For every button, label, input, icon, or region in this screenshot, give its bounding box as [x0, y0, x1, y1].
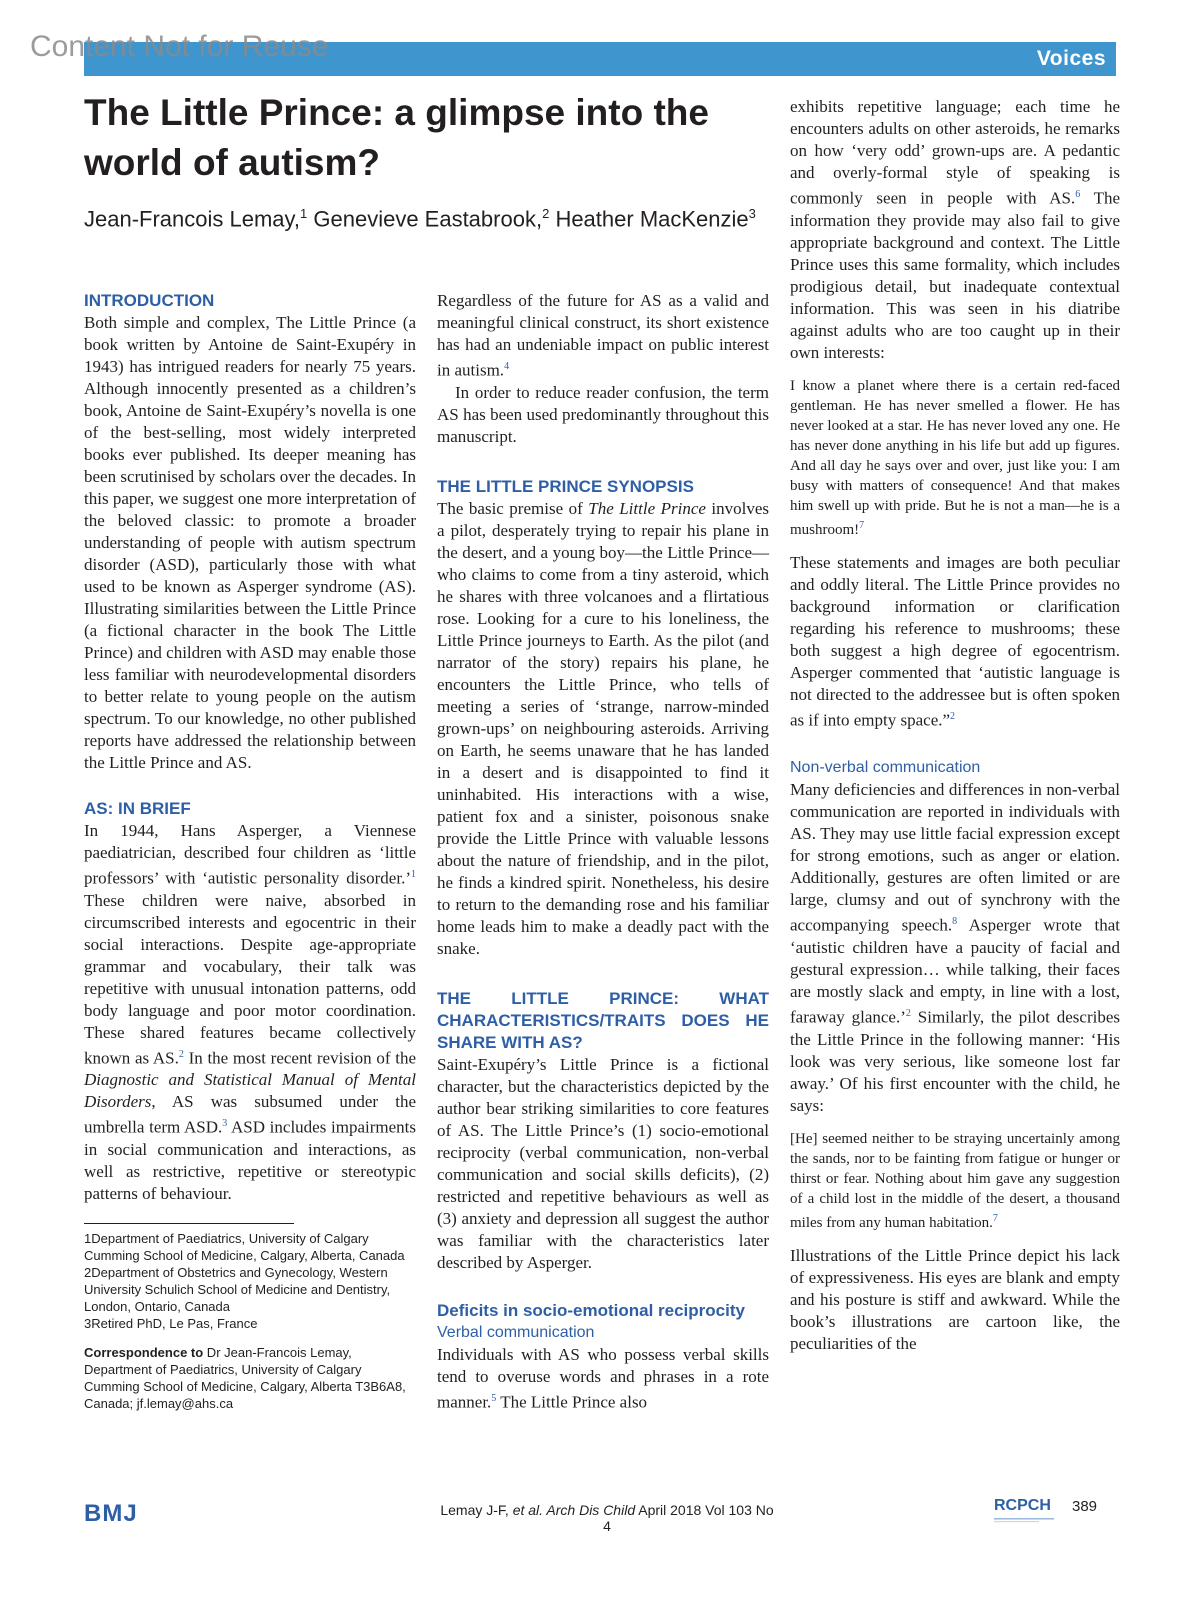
author-affiliation: 3 — [748, 206, 756, 221]
italic-journal: et al. Arch Dis Child — [512, 1502, 636, 1518]
paragraph — [437, 290, 769, 382]
text-span: The information they provide may also fail to give appropriate background and context. The Little Prince uses this same formality, which includes prodigious detail, but inadequate contextual information. This was seen in his diatribe against adults who are too caught up in their own interests: — [790, 188, 1121, 362]
block-quote — [790, 1129, 1120, 1233]
block-quote — [790, 376, 1120, 540]
correspondence-text: Dr Jean-Francois Lemay, Department of Paediatrics, University of Calgary Cumming School of Medicine, Calgary, Alberta T3B6A8, Canada; jf.lemay@ahs.ca — [84, 1344, 406, 1411]
correspondence — [84, 1344, 416, 1412]
quote-text: I know a planet where there is a certain red-faced gentleman. He has never smelled a flower. He has never looked at a star. He has never loved any one. He has never done anything in his life but add up figures. And all day he says over and over, just like you: I am busy with matters of consequence! And that makes him swell up with pride. But he is not a man—he is a mushroom! — [790, 377, 1120, 538]
subsection-heading-deficits: Deficits in socio-emotional reciprocity — [437, 1300, 745, 1320]
column-3 — [790, 96, 1120, 1355]
subsubsection-heading-verbal: Verbal communication — [437, 1323, 595, 1341]
paragraph: Illustrations of the Little Prince depict his lack of expressiveness. His eyes are blank and empty and his posture is stiff and awkward. While the book’s illustrations are cartoon like, the peculiarities of the — [790, 1245, 1120, 1353]
traits-paragraph: Saint-Exupéry’s Little Prince is a fictional character, but the characteristics depicted by the author bear striking similarities to core features of AS. The Little Prince’s (1) socio-emotional reciprocity (verbal communication, non-verbal communication and social skills deficits), (2) restricted and repetitive behaviours as well as (3) anxiety and depression all suggest the author was familiar with the characteristics later described by Asperger. — [437, 1054, 769, 1272]
text-span: These children were naive, absorbed in circumscribed interests and egocentric in their social interactions. Despite age-appropriate grammar and vocabulary, their talk was repetitive with unusual intonation patterns, odd body language and poor motor coordination. These shared features became collectively known as AS. — [84, 890, 416, 1068]
text-span: Similarly, the pilot describes the Little Prince in the following manner: ‘His look was very serious, like someone lost far away.’ Of his first encounter with the child, he says: — [790, 1007, 1120, 1115]
bmj-logo: BMJ — [84, 1500, 138, 1527]
section-heading-introduction: INTRODUCTION — [84, 291, 215, 310]
paragraph — [790, 779, 1120, 1116]
rcpch-logo-subtext-mark — [994, 1517, 1054, 1523]
reference-link[interactable]: 3 — [222, 1118, 228, 1130]
reference-link[interactable]: 7 — [859, 519, 865, 531]
affiliation-footnote: 2Department of Obstetrics and Gynecology, Western University Schulich School of Medicine and Dentistry, London, Ontario, Canada — [84, 1264, 391, 1314]
verbal-paragraph — [437, 1344, 769, 1414]
article-title: The Little Prince: a glimpse into the world of autism? — [84, 92, 709, 183]
text-span: April 2018 Vol 103 No 4 — [603, 1502, 774, 1534]
reference-link[interactable]: 1 — [411, 869, 416, 880]
text-span: In 1944, Hans Asperger, a Viennese paediatrician, described four children as ‘little professors’ with ‘autistic personality disorder.’ — [84, 821, 416, 888]
paragraph: In order to reduce reader confusion, the term AS has been used predominantly throughout this manuscript. — [437, 382, 769, 446]
reference-link[interactable]: 5 — [491, 1392, 497, 1404]
reference-link[interactable]: 2 — [950, 710, 956, 722]
italic-title: Diagnostic and Statistical Manual of Mental Disorders — [84, 1070, 416, 1112]
author-list — [84, 206, 764, 232]
paragraph — [790, 552, 1120, 732]
text-span: , AS was subsumed under the umbrella term ASD. — [84, 1092, 416, 1137]
text-span: Regardless of the future for AS as a valid and meaningful clinical construct, its short existence has had an undeniable impact on public interest in autism. — [437, 291, 769, 380]
correspondence-label: Correspondence to — [84, 1344, 204, 1360]
text-span: The Little Prince also — [496, 1392, 648, 1412]
brief-paragraph — [84, 820, 416, 1205]
text-span: Lemay J-F, — [440, 1502, 513, 1518]
paragraph — [790, 96, 1120, 364]
author-name: Jean-Francois Lemay, — [84, 206, 301, 232]
affiliation-footnote: 3Retired PhD, Le Pas, France — [84, 1315, 258, 1331]
intro-paragraph: Both simple and complex, The Little Prince (a book written by Antoine de Saint-Exupéry in 1943) has intrigued readers for nearly 75 years. Although innocently presented as a children’s book, Antoine de Saint-Exupéry’s novella is one of the best-selling, most widely interpreted books ever published. Its deeper meaning has been scrutinised by scholars over the decades. In this paper, we suggest one more interpretation of the beloved classic: to promote a broader understanding of people with autism spectrum disorder (ASD), particularly those with what used to be known as Asperger syndrome (AS). Illustrating similarities between the Little Prince (a fictional character in the book The Little Prince) and children with ASD may enable those less familiar with neurodevelopmental disorders to better relate to young people on the autism spectrum. To our knowledge, no other published reports have addressed the relationship between the Little Prince and AS. — [84, 313, 416, 772]
section-heading-as-in-brief: AS: IN BRIEF — [84, 799, 191, 818]
reference-link[interactable]: 2 — [178, 1048, 184, 1060]
text-span: involves a pilot, desperately trying to repair his plane in the desert, and a young boy—the Little Prince—who claims to come from a tiny asteroid, which he shares with three volcanoes and a flirtatious rose. Looking for a cure to his loneliness, the Little Prince journeys to Earth. As the pilot (and narrator of the story) repairs his plane, he encounters the Little Prince, who tells of meeting a series of ‘strange, narrow-minded grown-ups’ on neighbouring asteroids. Arriving on Earth, he seems unaware that he has landed in a desert and is disappointed to find it uninhabited. His interactions with a wise, patient fox and a sinister, poisonous snake provide the Little Prince with valuable lessons about the nature of friendship, and in the pilot, he finds a kindred spirit. Nonetheless, his desire to return to the demanding rose and his familiar home leads him to make a deadly pact with the snake. — [437, 498, 770, 958]
rcpch-logo: RCPCH — [994, 1497, 1051, 1514]
synopsis-paragraph — [437, 498, 769, 960]
text-span: ASD includes impairments in social communication and interactions, as well as restrictive, repetitive or stereotypic patterns of behaviour. — [84, 1117, 416, 1203]
reference-link[interactable]: 6 — [1075, 189, 1081, 200]
reference-link[interactable]: 2 — [905, 1007, 911, 1019]
reference-link[interactable]: 7 — [992, 1212, 998, 1224]
affiliation-footnote: 1Department of Paediatrics, University of Calgary Cumming School of Medicine, Calgary, Alberta, Canada — [84, 1230, 405, 1263]
text-span: In the most recent revision of the — [183, 1048, 416, 1068]
citation-line — [437, 1502, 777, 1534]
quote-text: [He] seemed neither to be straying uncertainly among the sands, nor to be fainting from fatigue or hunger or thirst or fear. Nothing about him gave any suggestion of a child lost in the middle of the desert, a thousand miles from any human habitation. — [790, 1130, 1120, 1231]
text-span: exhibits repetitive language; each time he encounters adults on other asteroids, he remarks on how ‘very odd’ grown-ups are. A pedantic and overly-formal style of speaking is commonly seen in people with AS. — [790, 97, 1120, 208]
text-span: Asperger wrote that ‘autistic children have a paucity of facial and gestural expression… while talking, their faces are mostly slack and empty, in line with a lost, faraway glance.’ — [790, 915, 1120, 1027]
author-affiliation: 2 — [542, 206, 550, 221]
column-2 — [437, 290, 769, 1413]
text-span: Many deficiencies and differences in non-verbal communication are reported in individuals with AS. They may use little facial expression except for strong emotions, such as anger or elation. Additionally, gestures are often limited or are large, clumsy and out of synchrony with the accompanying speech. — [790, 780, 1120, 935]
text-span: These statements and images are both peculiar and oddly literal. The Little Prince provides no background information or clarification regarding his reference to mushrooms; these both suggest a high degree of egocentrism. Asperger commented that ‘autistic language is not directed to the addressee but is often spoken as if into empty space.” — [790, 552, 1120, 730]
author-affiliation: 1 — [300, 206, 308, 221]
footnote-divider — [84, 1223, 294, 1224]
text-span: Individuals with AS who possess verbal skills tend to overuse words and phrases in a rote manner. — [437, 1344, 769, 1412]
author-name: Heather MacKenzie — [555, 206, 749, 232]
reference-link[interactable]: 4 — [504, 361, 510, 372]
subsubsection-heading-nonverbal: Non-verbal communication — [790, 759, 981, 777]
reference-link[interactable]: 8 — [952, 916, 958, 928]
watermark: Content Not for Reuse — [30, 30, 329, 63]
section-heading-traits: THE LITTLE PRINCE: WHAT CHARACTERISTICS/TRAITS DOES HE SHARE WITH AS? — [437, 988, 769, 1052]
author-name: Genevieve Eastabrook, — [313, 206, 543, 232]
section-heading-synopsis: THE LITTLE PRINCE SYNOPSIS — [437, 476, 694, 496]
italic-title: The Little Prince — [588, 498, 706, 518]
text-span: The basic premise of — [437, 498, 589, 518]
page-number: 389 — [1072, 1498, 1098, 1515]
column-1 — [84, 290, 416, 1412]
section-label: Voices — [1036, 47, 1106, 70]
